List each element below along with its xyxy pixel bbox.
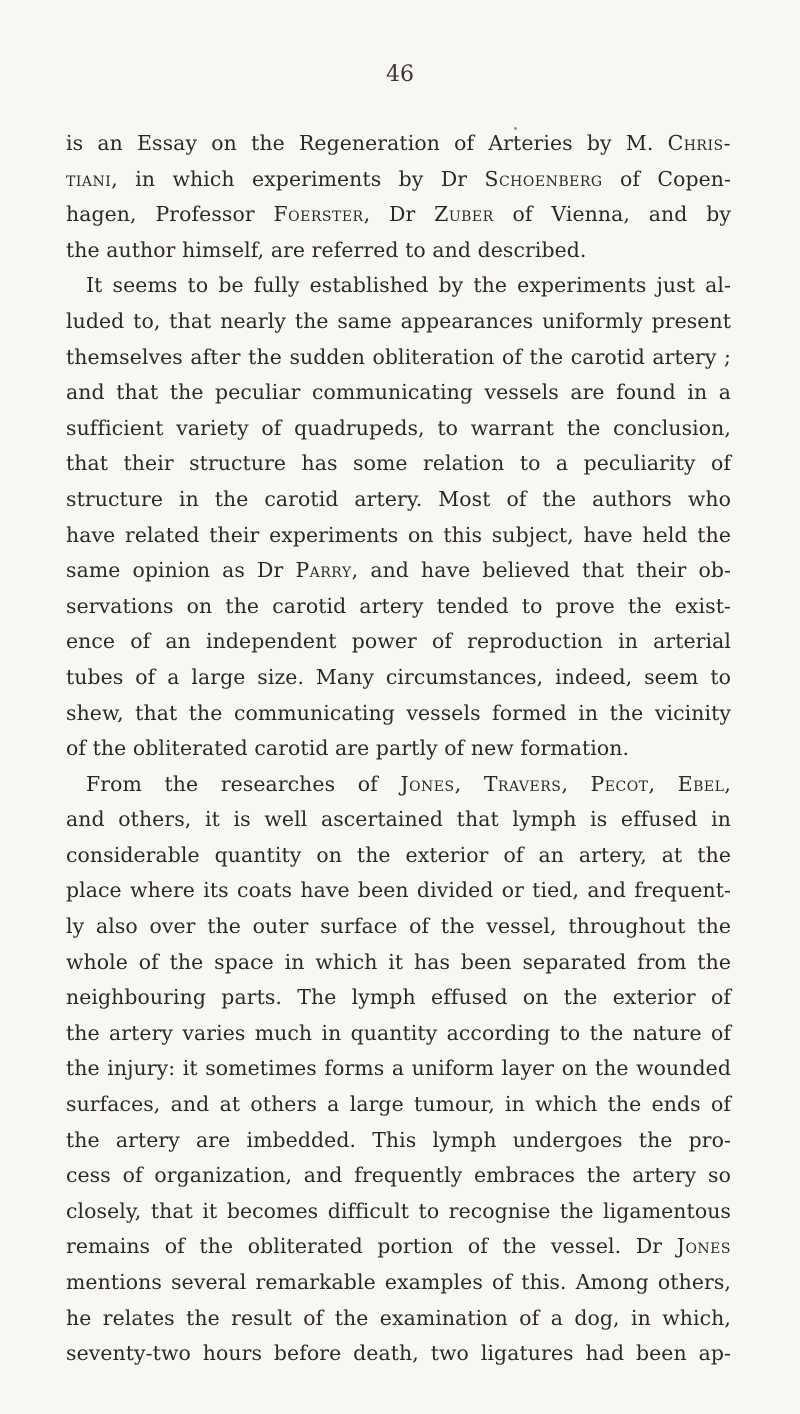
text-line [66, 340, 731, 376]
small-caps-name: Pecot [590, 771, 649, 796]
text-line [66, 268, 731, 304]
text-line [66, 731, 731, 767]
text-line [66, 162, 731, 198]
small-caps-name: Parry [295, 558, 352, 583]
text-line [66, 553, 731, 589]
text-line [66, 660, 731, 696]
small-caps-name: Schoenberg [484, 166, 603, 191]
text-run: that their structure has some relation to a peculiarity of [66, 451, 731, 476]
text-line [66, 304, 731, 340]
text-line [66, 446, 731, 482]
small-caps-name: Travers [483, 771, 562, 796]
text-run: the artery are imbedded. This lymph undergoes the pro- [66, 1127, 731, 1152]
text-line [66, 838, 731, 874]
small-caps-name: tiani [66, 166, 112, 191]
text-line [66, 1051, 731, 1087]
text-line [66, 233, 731, 269]
text-run: considerable quantity on the exterior of an artery, at the [66, 842, 731, 867]
text-run: the author himself, are referred to and described. [66, 237, 587, 262]
text-run: , Dr [363, 202, 435, 227]
text-line [66, 1087, 731, 1123]
text-run: , [454, 771, 484, 796]
text-line [66, 767, 731, 803]
small-caps-name: Foerster [273, 202, 364, 227]
text-run: and that the peculiar communicating vessels are found in a [66, 380, 731, 405]
text-line [66, 624, 731, 660]
text-run: , [724, 771, 732, 796]
page-number: 46 [386, 62, 414, 87]
text-run: ence of an independent power of reproduction in arterial [66, 629, 731, 654]
text-run: remains of the obliterated portion of the vessel. Dr [66, 1234, 677, 1259]
text-line [66, 482, 731, 518]
text-line [66, 1194, 731, 1230]
text-run: the injury: it sometimes forms a uniform layer on the wounded [66, 1056, 731, 1081]
text-line [66, 802, 731, 838]
text-run: of the obliterated carotid are partly of new formation. [66, 736, 630, 761]
text-run: tubes of a large size. Many circumstances, indeed, seem to [66, 664, 731, 689]
text-line [66, 1158, 731, 1194]
text-line [66, 1229, 731, 1265]
small-caps-name: Zuber [434, 202, 494, 227]
body-text [66, 126, 731, 1372]
text-run: , and have believed that their ob- [351, 558, 732, 583]
text-line [66, 518, 731, 554]
text-run: and others, it is well ascertained that lymph is effused in [66, 807, 731, 832]
text-run: the artery varies much in quantity according to the nature of [66, 1020, 731, 1045]
text-run: whole of the space in which it has been separated from the [66, 949, 731, 974]
text-line [66, 1265, 731, 1301]
text-run: surfaces, and at others a large tumour, in which the ends of [66, 1092, 731, 1117]
text-line [66, 945, 731, 981]
text-line [66, 197, 731, 233]
text-run: is an Essay on the Regeneration of Arteries by M. [66, 131, 668, 155]
text-line [66, 375, 731, 411]
text-run: From the researches of [86, 771, 401, 796]
text-run: place where its coats have been divided or tied, and frequent- [66, 878, 731, 903]
text-line [66, 411, 731, 447]
text-line [66, 696, 731, 732]
text-run: he relates the result of the examination of a dog, in which, [66, 1305, 731, 1330]
text-run: hagen, Professor [66, 202, 274, 227]
text-run: have related their experiments on this subject, have held the [66, 522, 731, 547]
text-line [66, 980, 731, 1016]
text-run: structure in the carotid artery. Most of the authors who [66, 486, 731, 511]
text-line [66, 909, 731, 945]
text-line [66, 873, 731, 909]
small-caps-name: Jones [676, 1234, 731, 1259]
text-run: servations on the carotid artery tended to prove the exist- [66, 593, 731, 618]
text-run: of Copen- [602, 166, 731, 191]
text-line [66, 1123, 731, 1159]
text-run: of Vienna, and by [493, 202, 732, 227]
text-run: mentions several remarkable examples of this. Among others, [66, 1270, 731, 1294]
small-caps-name: Ebel [677, 771, 725, 796]
text-line [66, 126, 731, 162]
text-run: closely, that it becomes difficult to recognise the ligamentous [66, 1198, 731, 1223]
text-run: It seems to be fully established by the experiments just al- [86, 273, 731, 298]
text-run: seventy-two hours before death, two ligatures had been ap- [66, 1341, 731, 1366]
text-line [66, 1336, 731, 1372]
text-line [66, 589, 731, 625]
text-run: , [561, 771, 591, 796]
small-caps-name: Jones [400, 771, 455, 796]
text-run: themselves after the sudden obliteration of the carotid artery ; [66, 344, 731, 369]
text-run: , in which experiments by Dr [111, 166, 485, 191]
text-line [66, 1016, 731, 1052]
text-run: luded to, that nearly the same appearances uniformly present [66, 308, 731, 333]
text-run: sufficient variety of quadrupeds, to warrant the conclusion, [66, 415, 731, 440]
text-run: shew, that the communicating vessels formed in the vicinity [66, 700, 731, 725]
small-caps-name: Chris- [667, 131, 731, 155]
text-run: , [648, 771, 678, 796]
text-run: neighbouring parts. The lymph effused on the exterior of [66, 985, 731, 1010]
text-line [66, 1301, 731, 1337]
text-run: same opinion as Dr [66, 558, 296, 583]
text-run: cess of organization, and frequently embraces the artery so [66, 1163, 731, 1188]
text-run: ly also over the outer surface of the vessel, throughout the [66, 914, 731, 939]
